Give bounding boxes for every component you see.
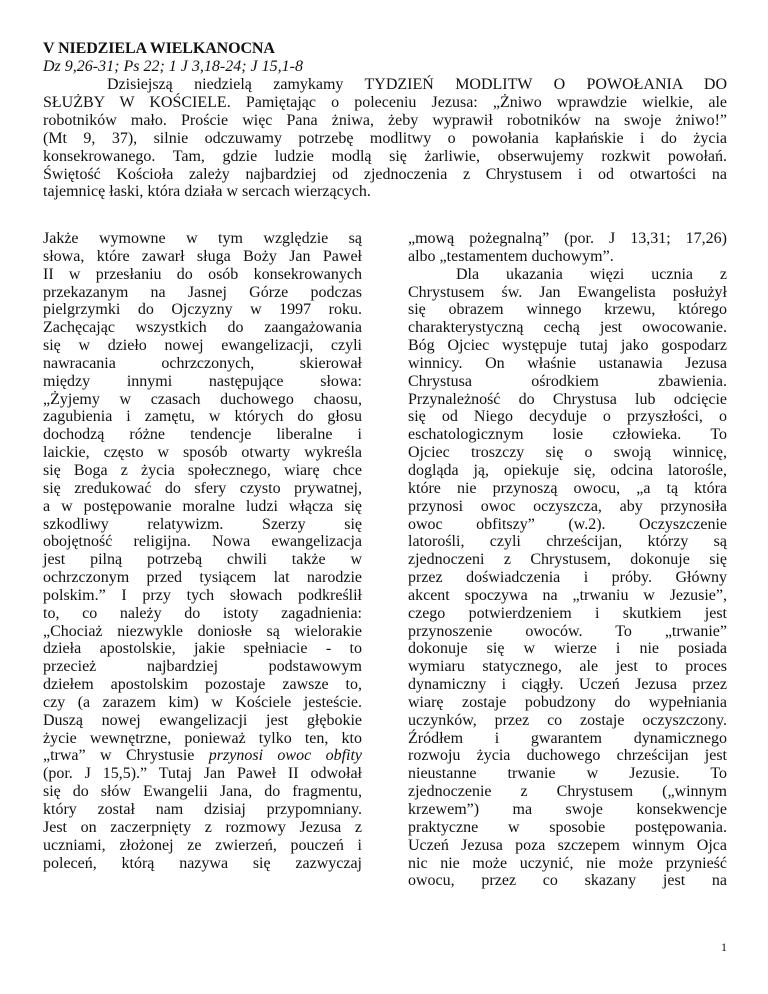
text-line: przynosi owoc oczyszcza, aby przynosiła bbox=[408, 497, 727, 515]
text-segment: „trwa” w Chrystusie bbox=[43, 747, 209, 765]
text-line: „Żyjemy w czasach duchowego chaosu, bbox=[43, 390, 362, 408]
text-line: się obrazem winnego krzewu, którego bbox=[408, 301, 727, 319]
page-number: 1 bbox=[721, 940, 727, 954]
text-line: obojętność religijna. Nowa ewangelizacja bbox=[43, 533, 362, 551]
text-line: czy (a zarazem kim) w Kościele jesteście. bbox=[43, 693, 362, 711]
text-line: przekazanym na Jasnej Górze podczas bbox=[43, 283, 362, 301]
text-line: zjednoczenie z Chrystusem („winnym bbox=[408, 783, 727, 801]
text-line: dochodzą różne tendencje liberalne i bbox=[43, 426, 362, 444]
right-column-paragraph-2 bbox=[408, 266, 727, 891]
text-line: się do słów Ewangelii Jana, do fragmentu, bbox=[43, 783, 362, 801]
text-line: tajemnicę łaski, która działa w sercach wierzących. bbox=[43, 183, 371, 201]
text-line: Duszą nowej ewangelizacji jest głębokie bbox=[43, 711, 362, 729]
text-line: dzieła apostolskie, jakie spełniacie - to bbox=[43, 640, 362, 658]
intro-paragraph bbox=[43, 76, 727, 201]
text-line: wymiaru statycznego, ale jest to proces bbox=[408, 658, 727, 676]
text-line: owocu, przez co skazany jest na bbox=[408, 872, 727, 890]
text-line: dziełem apostolskim pozostaje zawsze to, bbox=[43, 676, 362, 694]
text-line: polskim.” I przy tych słowach podkreślił bbox=[43, 586, 362, 604]
text-line: czego potwierdzeniem i skutkiem jest bbox=[408, 604, 727, 622]
right-column bbox=[408, 230, 727, 890]
text-line: który został nam dzisiaj przypomniany. bbox=[43, 801, 362, 818]
text-line: (Mt 9, 37), silnie odczuwamy potrzebę modlitwy o powołania kapłańskie i do życia bbox=[43, 129, 727, 147]
text-line: zagubienia i zamętu, w których do głosu bbox=[43, 408, 362, 426]
text-line: się od Niego decyduje o przyszłości, o bbox=[408, 408, 727, 426]
text-line: przecież najbardziej podstawowym bbox=[43, 658, 362, 676]
text-line: szkodliwy relatywizm. Szerzy się bbox=[43, 515, 362, 533]
text-line: pielgrzymki do Ojczyzny w 1997 roku. bbox=[43, 301, 362, 319]
text-line: krzewem”) ma swoje konsekwencje bbox=[408, 801, 727, 818]
text-line: się w dzieło nowej ewangelizacji, czyli bbox=[43, 337, 362, 355]
text-line: Dzisiejszą niedzielą zamykamy TYDZIEŃ MODLITW O POWOŁANIA DO bbox=[107, 76, 727, 93]
left-column bbox=[43, 230, 362, 872]
right-column-paragraph-1 bbox=[408, 230, 727, 266]
text-line: winnicy. On właśnie ustanawia Jezusa bbox=[408, 354, 727, 372]
italic-quote: przynosi owoc obfity bbox=[208, 747, 363, 765]
text-line: laickie, często w sposób otwarty wykreśla bbox=[43, 444, 362, 462]
text-line: rozwoju życia duchowego chrześcijan jest bbox=[408, 747, 727, 765]
text-line: Źródłem i gwarantem dynamicznego bbox=[408, 729, 727, 747]
text-line: wiarę zostaje pobudzony do wypełniania bbox=[408, 693, 727, 711]
text-line: Świętość Kościoła zależy najbardziej od zjednoczenia z Chrystusem i od otwartości na bbox=[43, 165, 727, 183]
text-line: II w przesłaniu do osób konsekrowanych bbox=[43, 265, 362, 283]
text-line: uczynków, przez co zostaje oczyszczony. bbox=[408, 711, 727, 729]
text-line: robotników mało. Proście więc Pana żniwa, żeby wyprawił robotników na swoje żniwo!” bbox=[43, 111, 727, 129]
text-line: SŁUŻBY W KOŚCIELE. Pamiętając o poleceniu Jezusa: „Żniwo wprawdzie wielkie, ale bbox=[43, 93, 727, 111]
header-block bbox=[43, 40, 727, 201]
text-line: konsekrowanego. Tam, gdzie ludzie modlą się żarliwie, obserwujemy rozkwit powołań. bbox=[43, 147, 727, 165]
text-line: dogląda ją, opiekuje się, odcina latorośle, bbox=[408, 461, 727, 479]
text-line: albo „testamentem duchowym”. bbox=[408, 247, 614, 265]
text-line: a w postępowanie moralne ludzi włącza się bbox=[43, 497, 362, 515]
text-line: nawracania ochrzczonych, skierował bbox=[43, 354, 362, 372]
text-line: latorośli, czyli chrześcijan, którzy są bbox=[408, 533, 727, 551]
text-line: eschatologicznym losie człowieka. To bbox=[408, 426, 727, 444]
text-line: akcent spoczywa na „trwaniu w Jezusie”, bbox=[408, 586, 727, 604]
text-line: charakterystyczną cechą jest owocowanie. bbox=[408, 319, 727, 337]
text-line: jest pilną potrzebą chwili także w bbox=[43, 551, 362, 569]
text-line: Ojciec troszczy się o swoją winnicę, bbox=[408, 444, 727, 462]
text-line: Jest on zaczerpnięty z rozmowy Jezusa z bbox=[43, 818, 362, 836]
text-line: (por. J 15,5).” Tutaj Jan Paweł II odwołał bbox=[43, 765, 362, 783]
text-line: przez doświadczenia i próby. Główny bbox=[408, 569, 727, 587]
text-line: które nie przynoszą owocu, „a tą która bbox=[408, 479, 727, 497]
text-line: Bóg Ojciec występuje tutaj jako gospodarz bbox=[408, 337, 727, 355]
text-line: się zredukować do sfery czysto prywatnej, bbox=[43, 479, 362, 497]
text-line: „Chociaż niezwykle doniosłe są wielorakie bbox=[43, 622, 362, 640]
text-line: zjednoczeni z Chrystusem, dokonuje się bbox=[408, 551, 727, 569]
left-column-paragraph bbox=[43, 230, 362, 872]
text-line: przynoszenie owoców. To „trwanie” bbox=[408, 622, 727, 640]
text-line: Dla ukazania więzi ucznia z bbox=[456, 265, 727, 283]
text-line: życie wewnętrzne, ponieważ tylko ten, kto bbox=[43, 729, 362, 747]
document-title: V NIEDZIELA WIELKANOCNA bbox=[43, 40, 275, 57]
text-line: nieustanne trwanie w Jezusie. To bbox=[408, 765, 727, 783]
text-line: słowa, które zawarł sługa Boży Jan Paweł bbox=[43, 247, 362, 265]
scripture-readings: Dz 9,26-31; Ps 22; 1 J 3,18-24; J 15,1-8 bbox=[43, 58, 303, 75]
text-line: owoc obfitszy” (w.2). Oczyszczenie bbox=[408, 515, 727, 533]
text-line: Chrystusem św. Jan Ewangelista posłużył bbox=[408, 283, 727, 301]
text-line: uczniami, złożonej ze zwierzeń, pouczeń i bbox=[43, 836, 362, 854]
text-line: „mową pożegnalną” (por. J 13,31; 17,26) bbox=[408, 230, 727, 247]
text-line: Uczeń Jezusa poza szczepem winnym Ojca bbox=[408, 836, 727, 854]
text-line: praktyczne w sposobie postępowania. bbox=[408, 818, 727, 836]
text-line: Przynależność do Chrystusa lub odcięcie bbox=[408, 390, 727, 408]
text-line: dynamiczny i ciągły. Uczeń Jezusa przez bbox=[408, 676, 727, 694]
text-line: poleceń, którą nazywa się zazwyczaj bbox=[43, 854, 362, 872]
text-line: dokonuje się w wierze i nie posiada bbox=[408, 640, 727, 658]
text-line-with-italic bbox=[43, 747, 362, 765]
text-line: nic nie może uczynić, nie może przynieść bbox=[408, 854, 727, 872]
text-line: Zachęcając wszystkich do zaangażowania bbox=[43, 319, 362, 337]
text-line: między innymi następujące słowa: bbox=[43, 372, 362, 390]
text-line: ochrzczonym przed tysiącem lat narodzie bbox=[43, 569, 362, 587]
text-line: się Boga z życia społecznego, wiarę chce bbox=[43, 461, 362, 479]
text-line: to, co należy do istoty zagadnienia: bbox=[43, 604, 362, 622]
text-line: Chrystusa ośrodkiem zbawienia. bbox=[408, 372, 727, 390]
text-line: Jakże wymowne w tym względzie są bbox=[43, 230, 362, 247]
